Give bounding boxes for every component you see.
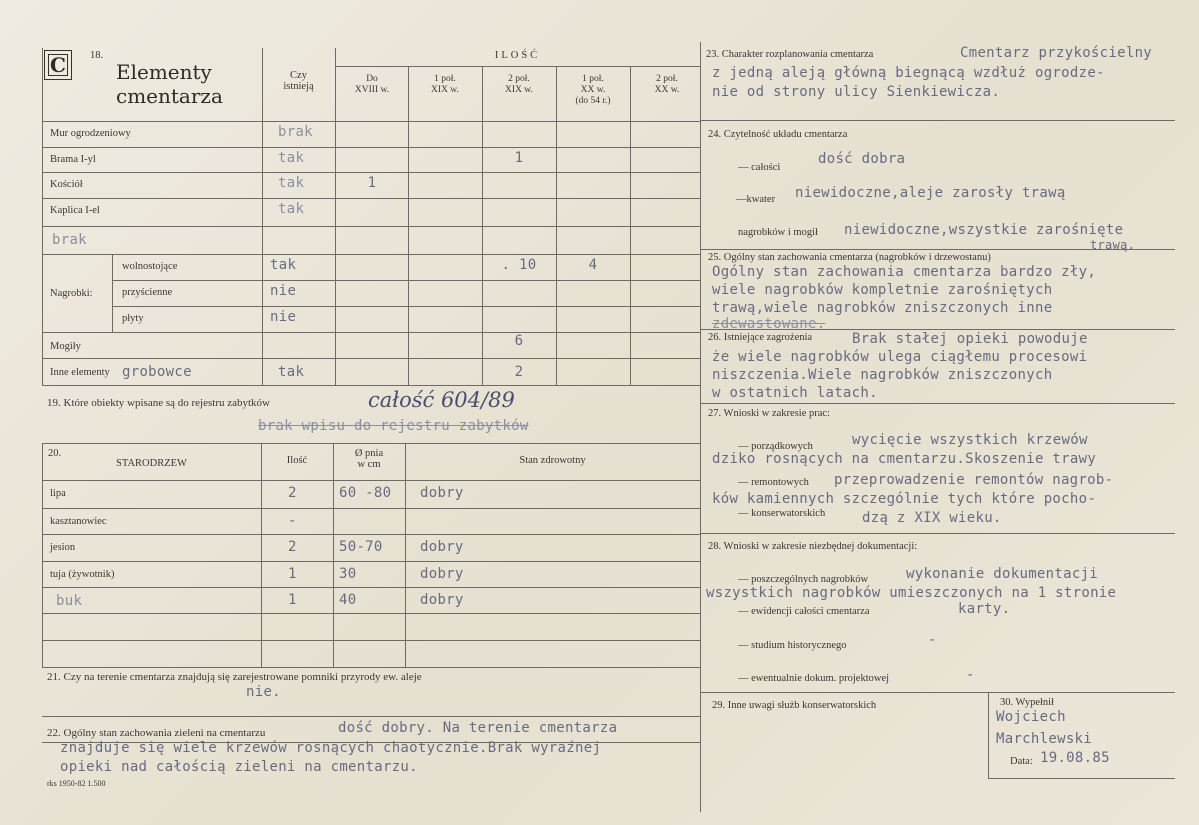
tree-row-name: kasztanowiec (50, 516, 107, 527)
mogily-count: 6 (514, 333, 524, 349)
ilosc-col-header: Do XVIII w. (354, 74, 390, 95)
s30-name-2: Marchlewski (996, 731, 1093, 747)
s27-line-1: wycięcie wszystkich krzewów (852, 432, 1088, 448)
s26-line-2: że wiele nagrobków ulega ciągłemu procesowi (712, 349, 1088, 365)
s24-nagrobkow-value: niewidoczne,wszystkie zarośnięte (844, 222, 1124, 238)
s22-label: 22. Ogólny stan zachowania zieleni na cmentarzu (47, 727, 266, 739)
nagrobki-row-label: płyty (122, 313, 144, 324)
section-number: 18. (90, 50, 104, 61)
footer-code: rks 1950-82 1.500 (47, 779, 106, 788)
s24-nagrobkow-label: nagrobków i mogił (738, 227, 818, 238)
tree-row-count: 1 (288, 566, 297, 582)
s24-label: 24. Czytelność układu cmentarza (708, 129, 848, 140)
s22-line-3: opieki nad całością zieleni na cmentarzu. (60, 759, 418, 775)
nagrobki-row-label: przyścienne (122, 287, 173, 298)
s27-line-2: dziko rosnących na cmentarzu.Skoszenie trawy (712, 451, 1097, 467)
s20-col-stan: Stan zdrowotny (519, 455, 586, 466)
s28-label: 28. Wnioski w zakresie niezbędnej dokumentacji: (708, 541, 918, 552)
s27-kons-label: — konserwatorskich (738, 508, 826, 519)
tree-row-diameter: 30 (339, 566, 357, 582)
s26-label: 26. Istniejące zagrożenia (708, 332, 813, 343)
tree-row-name: lipa (50, 488, 66, 499)
section-c-box: C (44, 50, 72, 80)
inne-label: Inne elementy (50, 367, 110, 378)
s23-label: 23. Charakter rozplanowania cmentarza (706, 49, 874, 60)
s24-kwater-value: niewidoczne,aleje zarosły trawą (795, 185, 1066, 201)
tree-row-diameter: 40 (339, 592, 357, 608)
s28-a-line-1: wykonanie dokumentacji (906, 566, 1099, 582)
s30-date-label: Data: (1010, 756, 1033, 767)
ilosc-header: ILOŚĆ (494, 50, 541, 61)
element-row-count: 1 (367, 175, 377, 191)
s28-d-label: — ewentualnie dokum. projektowej (738, 673, 890, 684)
s27-line-4: ków kamiennych szczególnie tych które pocho- (712, 491, 1097, 507)
s25-line-2: wiele nagrobków kompletnie zarośniętych (712, 282, 1053, 298)
nagrobki-row-exists: nie (270, 309, 297, 325)
tree-row-diameter: 50-70 (339, 539, 383, 555)
tree-row-name: buk (56, 593, 83, 609)
s25-label: 25. Ogólny stan zachowania cmentarza (nagrobków i drzewostanu) (708, 252, 991, 263)
nagrobki-row-count: 4 (588, 257, 598, 273)
ilosc-col-header: 2 poł. XIX w. (505, 74, 533, 95)
ilosc-col-header: 1 poł. XIX w. (431, 74, 459, 95)
element-row-typed: brak (52, 232, 87, 248)
tree-row-health: dobry (420, 592, 464, 608)
s26-line-1: Brak stałej opieki powoduje (852, 331, 1088, 347)
tree-row-health: dobry (420, 539, 464, 555)
s26-line-3: niszczenia.Wiele nagrobków zniszczonych (712, 367, 1053, 383)
s20-num: 20. (48, 448, 62, 459)
title-line-1: Elementy (116, 60, 212, 84)
tree-row-count: 1 (288, 592, 297, 608)
nagrobki-row-exists: tak (270, 257, 297, 273)
tree-row-count: - (288, 513, 297, 529)
element-row-label: Kaplica I-el (50, 205, 100, 216)
tree-row-name: tuja (żywotnik) (50, 569, 115, 580)
s29-label: 29. Inne uwagi służb konserwatorskich (712, 700, 877, 711)
s25-line-3: trawą,wiele nagrobków zniszczonych inne (712, 300, 1053, 316)
title-line-2: cmentarza (116, 84, 223, 108)
s28-a-label: — poszczególnych nagrobków (738, 574, 869, 585)
s27-line-3: przeprowadzenie remontów nagrob- (834, 472, 1114, 488)
s22-line-1: dość dobry. Na terenie cmentarza (338, 720, 618, 736)
tree-row-count: 2 (288, 539, 297, 555)
element-row-exists: tak (278, 175, 305, 191)
tree-row-health: dobry (420, 485, 464, 501)
nagrobki-row-exists: nie (270, 283, 297, 299)
s28-c-value: - (928, 632, 937, 648)
czy-istnieja-header: Czy istnieją (283, 70, 314, 92)
inne-exists: tak (278, 364, 305, 380)
s24-calosci-value: dość dobra (818, 151, 906, 167)
s21-label: 21. Czy na terenie cmentarza znajdują się zarejestrowane pomniki przyrody ew. aleje (47, 671, 422, 683)
s23-line-3: nie od strony ulicy Sienkiewicza. (712, 84, 1001, 100)
s26-line-4: w ostatnich latach. (712, 385, 878, 401)
s28-b-label: — ewidencji całości cmentarza (738, 606, 870, 617)
s28-b-value: karty. (958, 601, 1011, 617)
s24-nagrobkow-tail: trawą. (1090, 238, 1136, 252)
s30-date-value: 19.08.85 (1040, 750, 1110, 766)
s24-calosci-label: — całości (738, 162, 781, 173)
tree-row-name: jesion (50, 542, 76, 553)
element-row-exists: brak (278, 124, 313, 140)
s27-label: 27. Wnioski w zakresie prac: (708, 408, 830, 419)
tree-row-health: dobry (420, 566, 464, 582)
element-row-label: Kościół (50, 179, 83, 190)
s19-handwritten: całość 604/89 (368, 388, 515, 412)
s30-label: 30. Wypełnił (1000, 697, 1055, 708)
s20-col-ilosc: Ilość (286, 455, 308, 466)
s30-name-1: Wojciech (996, 709, 1066, 725)
mogily-label: Mogiły (50, 341, 81, 352)
element-row-label: Mur ogrodzeniowy (50, 128, 131, 139)
ilosc-col-header: 1 poł. XX w. (do 54 r.) (575, 74, 611, 106)
element-row-label: Brama I-yl (50, 154, 96, 165)
nagrobki-label: Nagrobki: (50, 288, 93, 299)
s25-line-1: Ogólny stan zachowania cmentarza bardzo zły, (712, 264, 1097, 280)
s23-line-2: z jedną aleją główną biegnącą wzdłuż ogrodze- (712, 65, 1105, 81)
s27-rem-label: — remontowych (738, 477, 809, 488)
inne-count: 2 (514, 364, 524, 380)
s20-col-name: STARODRZEW (116, 458, 187, 469)
nagrobki-row-label: wolnostojące (122, 261, 178, 272)
s27-porz-label: — porządkowych (738, 441, 813, 452)
nagrobki-row-count: . 10 (501, 257, 537, 273)
tree-row-diameter: 60 -80 (339, 485, 392, 501)
inne-typed: grobowce (122, 364, 192, 380)
s19-label: 19. Które obiekty wpisane są do rejestru zabytków (47, 397, 270, 409)
element-row-exists: tak (278, 150, 305, 166)
element-row-count: 1 (514, 150, 524, 166)
s27-line-5: dzą z XIX wieku. (862, 510, 1002, 526)
s19-typed-struck: brak wpisu do rejestru zabytków (258, 418, 529, 434)
s24-kwater-label: —kwater (736, 194, 776, 205)
s25-line-4: zdewastowane. (712, 316, 826, 332)
s23-line-1: Cmentarz przykościelny (960, 45, 1153, 61)
s20-col-pnia: Ø pnia w cm (354, 448, 384, 470)
s28-a-line-2: wszystkich nagrobków umieszczonych na 1 stronie (706, 585, 1117, 601)
s28-d-value: - (966, 667, 975, 683)
s21-answer: nie. (246, 684, 281, 700)
s22-line-2: znajduje się wiele krzewów rosnących chaotycznie.Brak wyraźnej (60, 740, 602, 756)
element-row-exists: tak (278, 201, 305, 217)
ilosc-col-header: 2 poł. XX w. (654, 74, 680, 95)
s28-c-label: — studium historycznego (738, 640, 847, 651)
tree-row-count: 2 (288, 485, 297, 501)
